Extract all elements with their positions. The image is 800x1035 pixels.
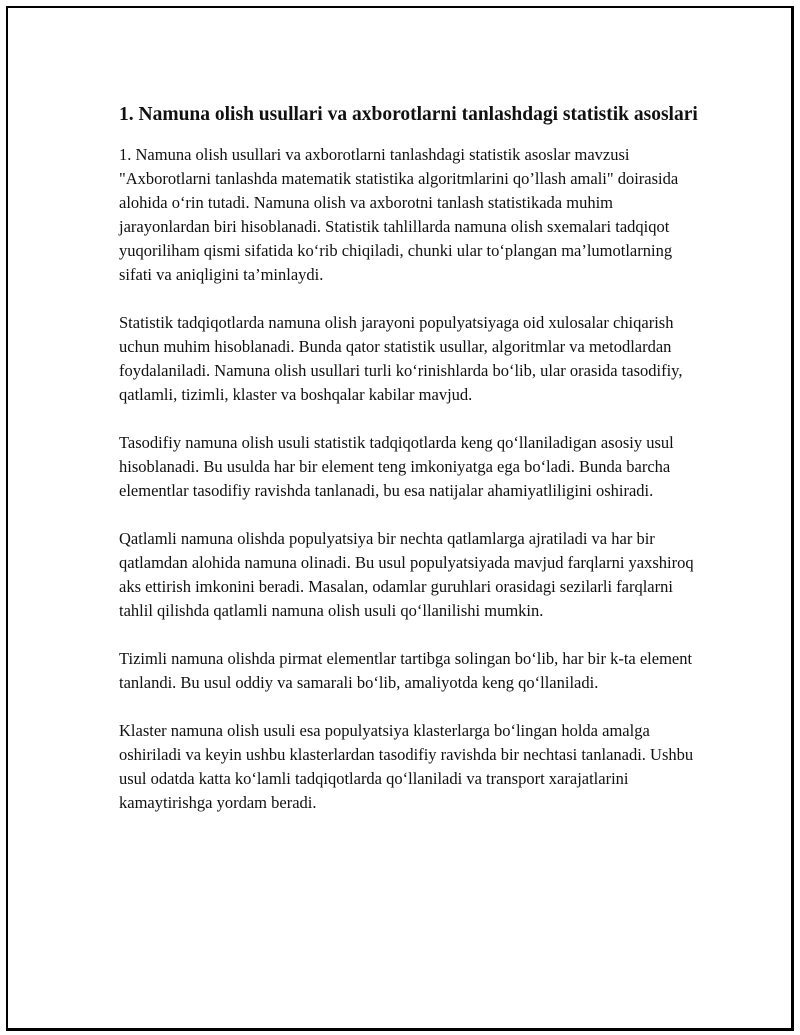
paragraph-systematic-sampling: Tizimli namuna olishda pirmat elementlar tartibga solingan bo‘lib, har bir k-ta element tanlandi. Bu usul oddiy va samarali bo‘lib, amaliyotda keng qo‘llaniladi.: [119, 649, 693, 692]
paragraph-random-sampling: Tasodifiy namuna olish usuli statistik tadqiqotlarda keng qo‘llaniladigan asosiy usul hisoblanadi. Bu usulda har bir element teng imkoniyatga ega bo‘ladi. Bunda barcha elementlar tasodifiy ravishda tanlanadi, bu esa natijalar ahamiyatliligini oshiradi.: [119, 433, 674, 500]
page-frame: [6, 6, 794, 1031]
paragraph-sampling-methods: Statistik tadqiqotlarda namuna olish jarayoni populyatsiyaga oid xulosalar chiqarish uchun muhim hisoblanadi. Bunda qator statistik usullar, algoritmlar va metodlardan foydalaniladi. Namuna olish usullari turli ko‘rinishlarda bo‘lib, ular orasida tasodifiy, qatlamli, tizimli, klaster va boshqalar kabilar mavjud.: [119, 313, 683, 404]
paragraph-stratified-sampling: Qatlamli namuna olishda populyatsiya bir nechta qatlamlarga ajratiladi va har bir qatlamdan alohida namuna olinadi. Bu usul populyatsiyada mavjud farqlarni yaxshiroq aks ettirish imkonini beradi. Masalan, odamlar guruhlari orasidagi sezilarli farqlarni tahlil qilishda qatlamli namuna olish usuli qo‘llanilishi mumkin.: [119, 529, 694, 620]
paragraph-intro: 1. Namuna olish usullari va axborotlarni tanlashdagi statistik asoslar mavzusi "Axborotlarni tanlashda matematik statistika algoritmlarini qo’llash amali" doirasida alohida o‘rin tutadi. Namuna olish va axborotni tanlash statistikada muhim jarayonlardan biri hisoblanadi. Statistik tahlillarda namuna olish sxemalari tadqiqot yuqoriliham qismi sifatida ko‘rib chiqiladi, chunki ular to‘plangan ma’lumotlarning sifati va aniqligini ta’minlaydi.: [119, 145, 679, 284]
paragraph-cluster-sampling: Klaster namuna olish usuli esa populyatsiya klasterlarga bo‘lingan holda amalga oshiriladi va keyin ushbu klasterlardan tasodifiy ravishda bir nechtasi tanlanadi. Ushbu usul odatda katta ko‘lamli tadqiqotlarda qo‘llaniladi va transport xarajatlarini kamaytirishga yordam beradi.: [119, 721, 694, 812]
document-body: [119, 101, 699, 839]
document-heading: 1. Namuna olish usullari va axborotlarni tanlashdagi statistik asoslari: [119, 104, 698, 125]
